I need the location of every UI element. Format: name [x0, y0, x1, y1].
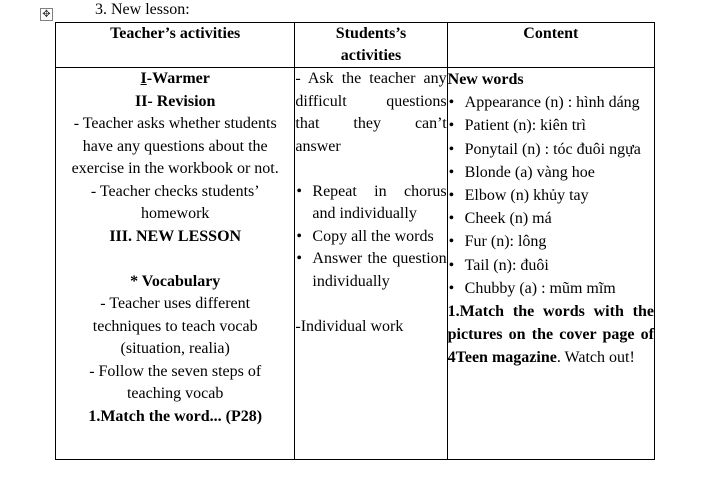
vocabulary-heading: * Vocabulary [130, 272, 221, 290]
warmer-heading [56, 68, 294, 91]
list-item: • Fur (n): lông [448, 230, 654, 253]
list-item: • Copy all the words [295, 226, 446, 249]
header-students-line1: Students’s [335, 25, 407, 42]
match-activity: 1.Match the word... (P28) [88, 407, 263, 425]
ask-line-2: difficult questions [295, 92, 447, 110]
list-item: • Chubby (a) : mũm mĩm [448, 277, 654, 300]
list-item: • Tail (n): đuôi [448, 254, 654, 277]
table-body-row [56, 68, 655, 460]
revision-line-3: exercise in the workbook or not. [71, 160, 279, 177]
list-item: • Repeat in chorus and individually [295, 181, 446, 226]
section-heading: 3. New lesson: [95, 1, 190, 18]
vocab-line-3: (situation, realia) [120, 340, 230, 357]
header-students-line2: activities [340, 47, 402, 64]
lesson-table [55, 22, 655, 460]
warmer-numeral: I [140, 70, 147, 87]
check-line-1: - Teacher checks students’ [90, 182, 260, 200]
header-teacher: Teacher’s activities [56, 23, 295, 68]
vocabulary-list [448, 91, 654, 300]
header-students [295, 23, 447, 68]
vocab-line-1: - Teacher uses different [100, 295, 251, 312]
match-instruction-tail: . Watch out! [556, 349, 635, 367]
list-item: • Appearance (n) : hình dáng [448, 91, 654, 114]
content-cell [447, 68, 654, 460]
revision-line-2: have any questions about the [82, 137, 268, 155]
ask-line-1: - Ask the teacher any [295, 70, 447, 87]
new-lesson-heading: III. NEW LESSON [109, 227, 242, 245]
header-content: Content [447, 23, 654, 68]
list-item: • Cheek (n) má [448, 207, 654, 230]
individual-work: -Individual work [295, 317, 404, 335]
ask-line-3: that they can’t [295, 115, 447, 132]
list-item: • Answer the question individually [295, 248, 446, 293]
table-move-handle-icon[interactable]: ✥ [40, 8, 53, 21]
steps-line-2: teaching vocab [126, 385, 224, 402]
match-instruction-bold: 1.Match the words with the pictures on the cover page of 4Teen magazine [447, 303, 654, 367]
match-instruction [448, 300, 654, 370]
teacher-cell [56, 68, 295, 460]
list-item: • Blonde (a) vàng hoe [448, 161, 654, 184]
vocab-line-2: techniques to teach vocab [92, 317, 258, 335]
list-item: • Elbow (n) khủy tay [448, 184, 654, 207]
list-item: • Ponytail (n) : tóc đuôi ngựa [448, 138, 654, 161]
table-header-row [56, 23, 655, 68]
steps-line-1: - Follow the seven steps of [89, 362, 262, 380]
list-item: • Patient (n): kiên trì [448, 114, 654, 137]
check-line-2: homework [140, 205, 210, 222]
ask-line-4: answer [295, 137, 341, 155]
student-activity-list [295, 181, 446, 294]
revision-line-1: - Teacher asks whether students [73, 115, 277, 132]
revision-heading: II- Revision [134, 92, 216, 110]
warmer-label: -Warmer [146, 70, 210, 87]
new-words-heading: New words [447, 71, 524, 88]
students-cell [295, 68, 447, 460]
